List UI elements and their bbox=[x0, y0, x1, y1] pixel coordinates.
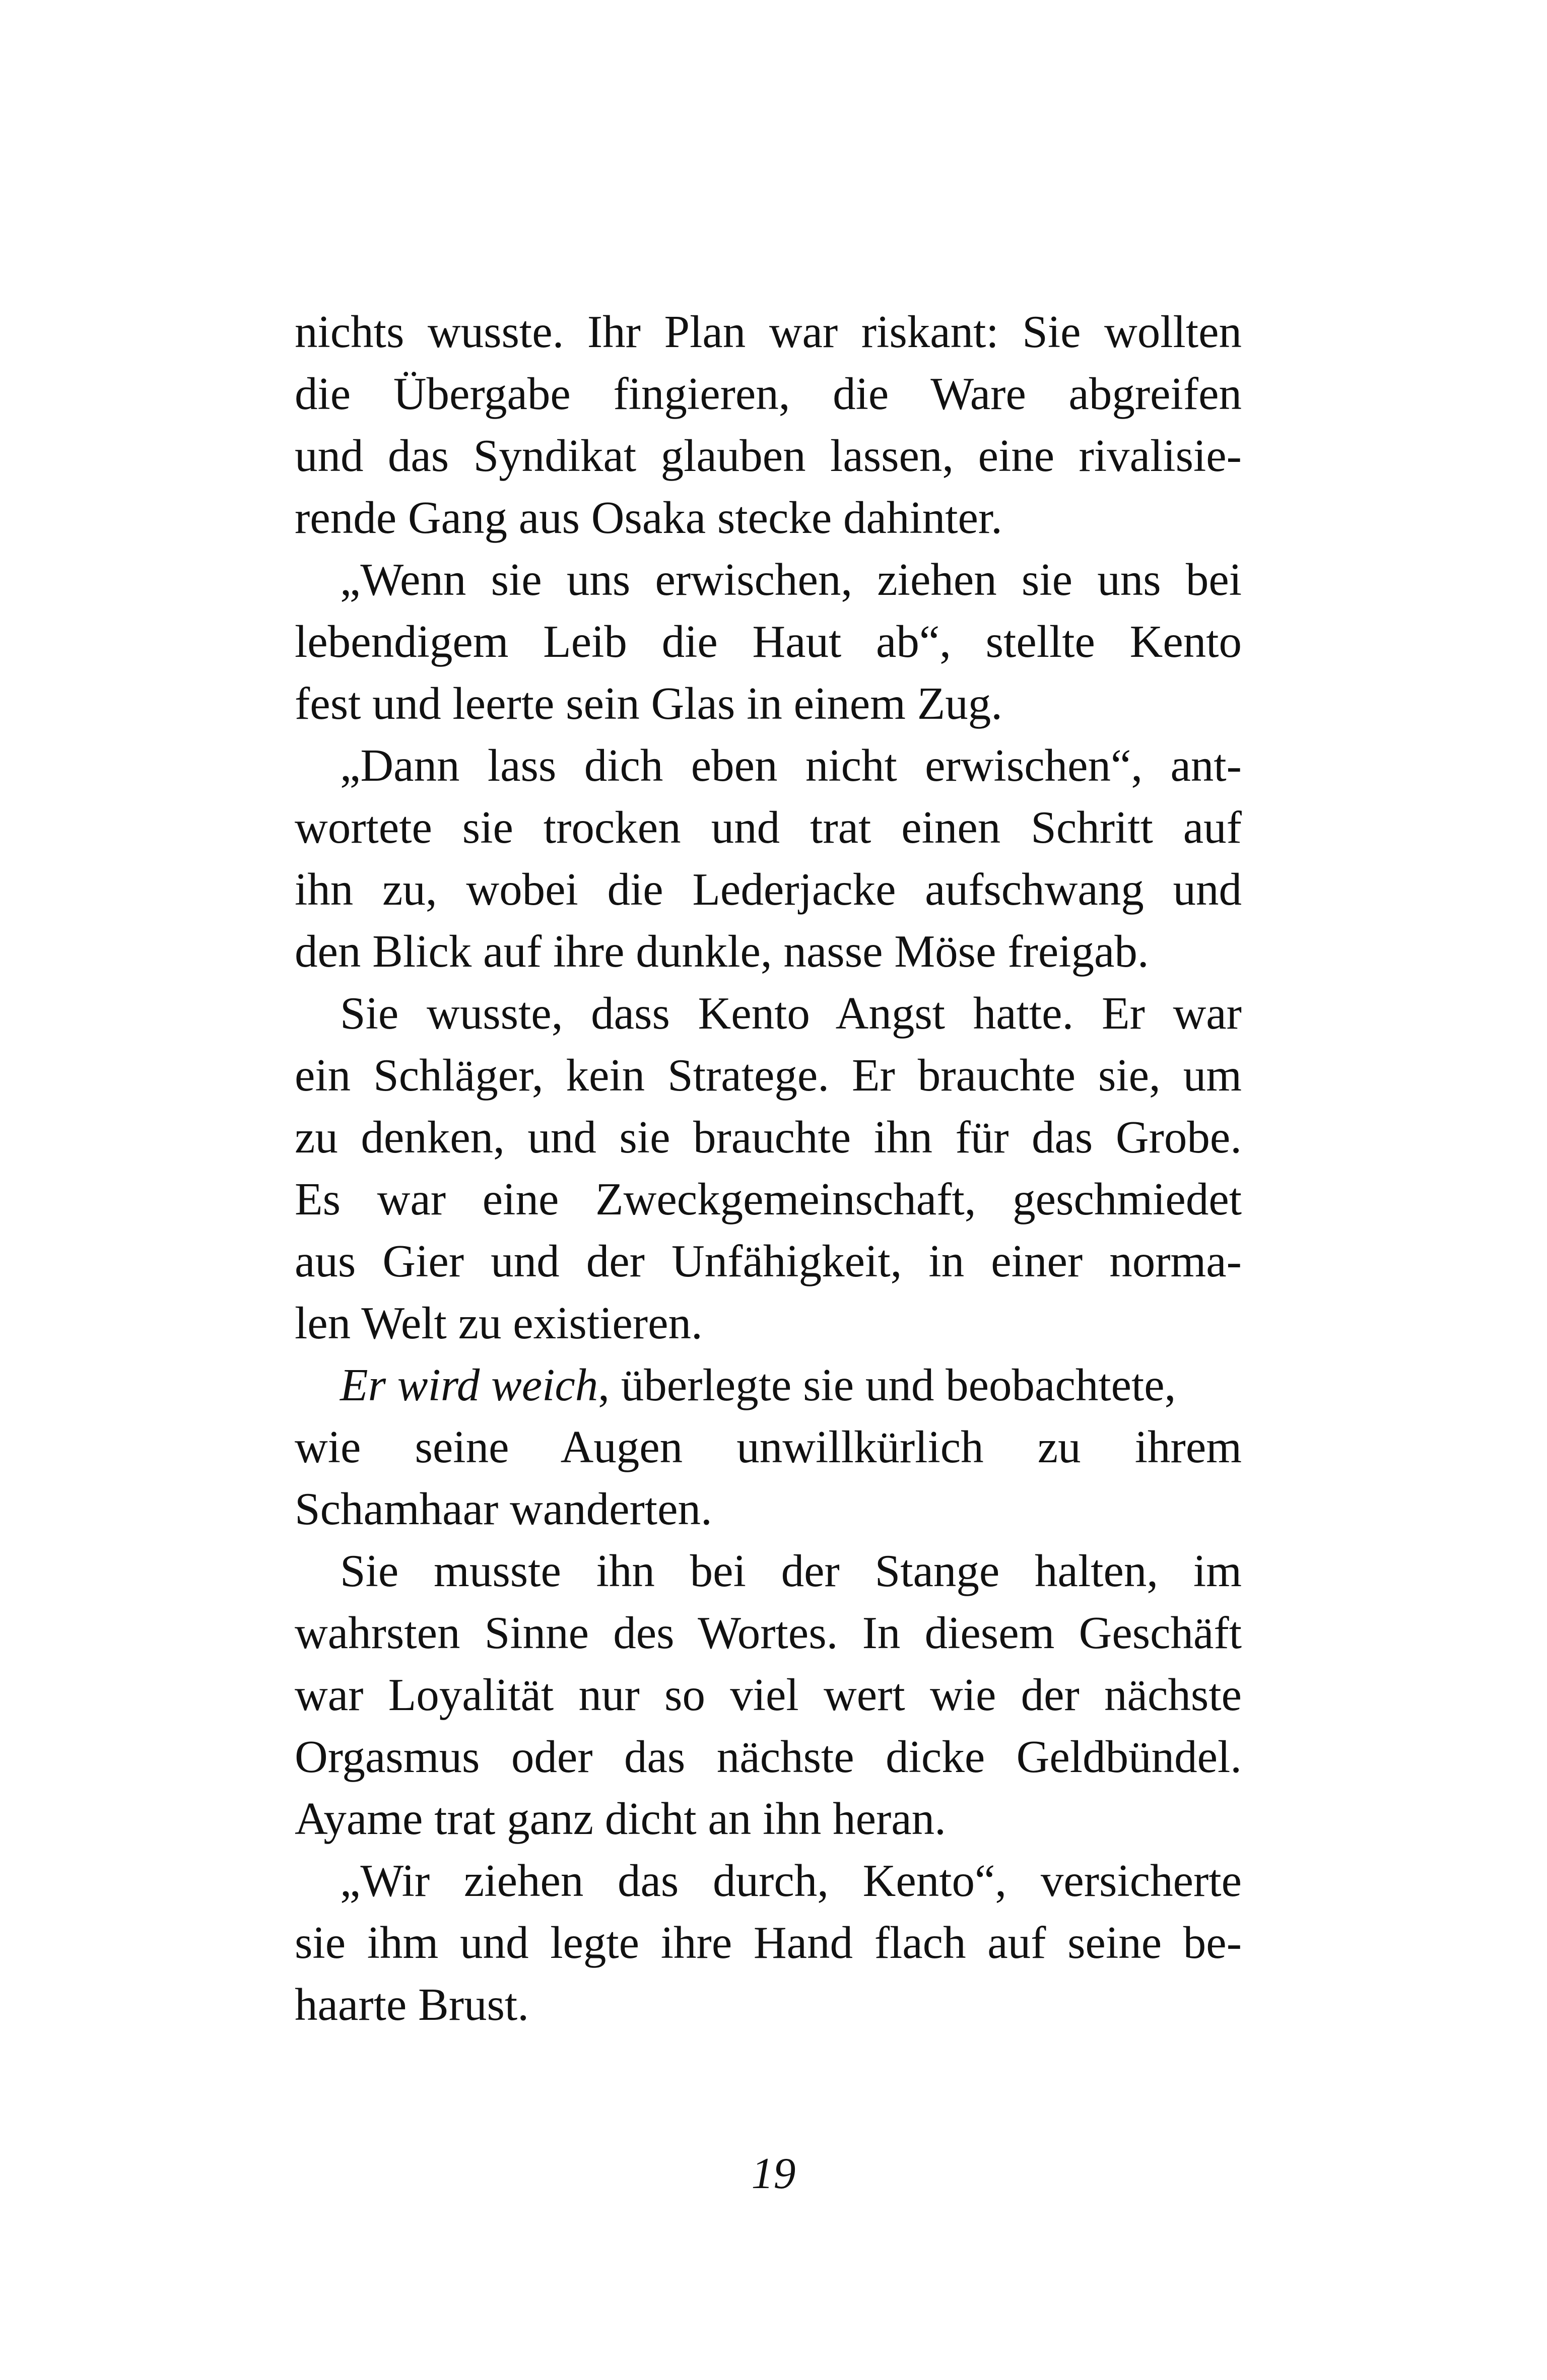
text-line bbox=[295, 1354, 1242, 1416]
text-line: Sie musste ihn bei der Stange halten, im bbox=[340, 1545, 1242, 1596]
text-line: ein Schläger, kein Stratege. Er brauchte sie, um bbox=[295, 1050, 1242, 1101]
text-line: wahrsten Sinne des Wortes. In diesem Geschäft bbox=[295, 1607, 1242, 1658]
paragraph bbox=[295, 1850, 1242, 2035]
text-line: wortete sie trocken und trat einen Schritt auf bbox=[295, 802, 1242, 853]
paragraph bbox=[295, 1354, 1242, 1540]
text-line: rende Gang aus Osaka stecke dahinter. bbox=[295, 492, 1002, 543]
text-line: wie seine Augen unwillkürlich zu ihrem bbox=[295, 1421, 1242, 1472]
text-line: den Blick auf ihre dunkle, nasse Möse freigab. bbox=[295, 926, 1149, 977]
paragraph bbox=[295, 734, 1242, 982]
text-line: Schamhaar wanderten. bbox=[295, 1483, 712, 1534]
text-line: fest und leerte sein Glas in einem Zug. bbox=[295, 678, 1003, 729]
text-line: lebendigem Leib die Haut ab“, stellte Kento bbox=[295, 616, 1242, 667]
body-text bbox=[295, 301, 1242, 2035]
text-line: und das Syndikat glauben lassen, eine rivalisie- bbox=[295, 430, 1242, 481]
text-line: len Welt zu existieren. bbox=[295, 1298, 703, 1348]
text-line: „Dann lass dich eben nicht erwischen“, ant- bbox=[340, 740, 1242, 791]
text-line: war Loyalität nur so viel wert wie der nächste bbox=[295, 1669, 1242, 1720]
text-line: sie ihm und legte ihre Hand flach auf seine be- bbox=[295, 1917, 1242, 1968]
text-line: ihn zu, wobei die Lederjacke aufschwang und bbox=[295, 864, 1242, 915]
text-line: die Übergabe fingieren, die Ware abgreifen bbox=[295, 368, 1242, 419]
text-line: „Wenn sie uns erwischen, ziehen sie uns bei bbox=[340, 554, 1242, 605]
paragraph bbox=[295, 301, 1242, 549]
text-line: „Wir ziehen das durch, Kento“, versicherte bbox=[340, 1855, 1242, 1906]
page-number: 19 bbox=[751, 2149, 796, 2198]
text-line: Sie wusste, dass Kento Angst hatte. Er war bbox=[340, 988, 1242, 1039]
paragraph bbox=[295, 1540, 1242, 1850]
text-line: nichts wusste. Ihr Plan war riskant: Sie wollten bbox=[295, 306, 1242, 357]
text-line: zu denken, und sie brauchte ihn für das Grobe. bbox=[295, 1112, 1242, 1163]
text-line: haarte Brust. bbox=[295, 1979, 529, 2030]
text-line: aus Gier und der Unfähigkeit, in einer norma- bbox=[295, 1236, 1242, 1286]
text-line: Ayame trat ganz dicht an ihn heran. bbox=[295, 1793, 946, 1844]
paragraph bbox=[295, 549, 1242, 734]
text-fragment: , überlegte sie und beobachtete, bbox=[598, 1359, 1176, 1410]
text-line: Orgasmus oder das nächste dicke Geldbündel. bbox=[295, 1731, 1242, 1782]
italic-phrase: Er wird weich bbox=[340, 1359, 598, 1410]
paragraph bbox=[295, 982, 1242, 1354]
text-line: Es war eine Zweckgemeinschaft, geschmiedet bbox=[295, 1174, 1242, 1225]
